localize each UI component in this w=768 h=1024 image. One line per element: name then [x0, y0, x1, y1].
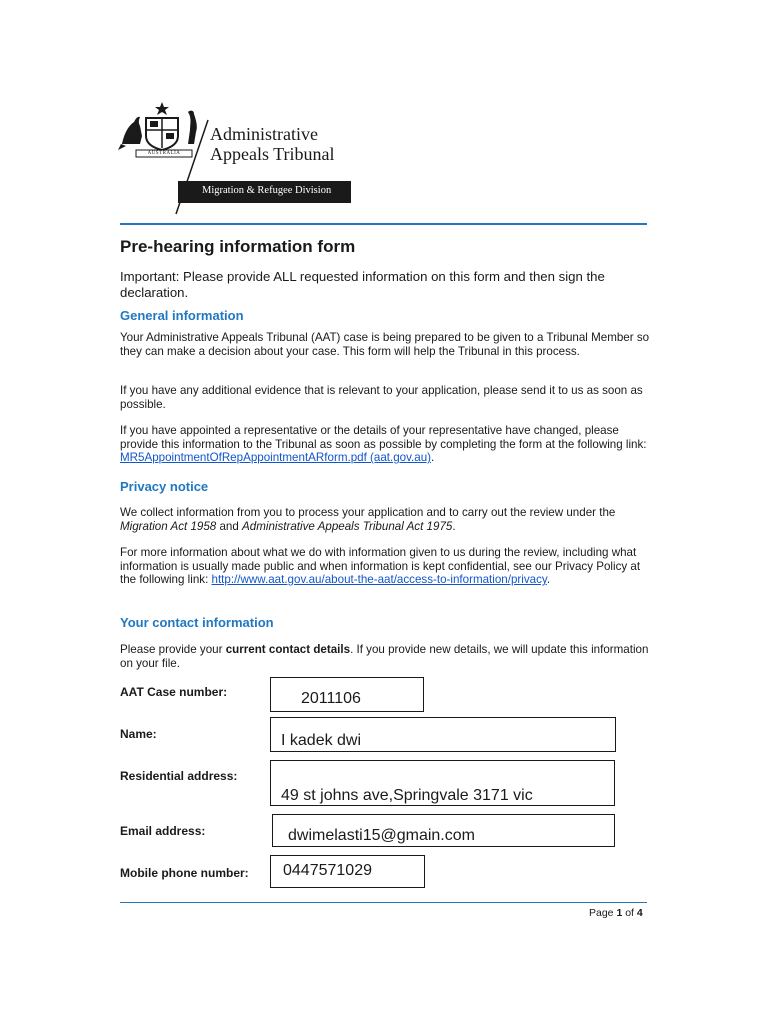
- case-number-field[interactable]: [270, 677, 424, 712]
- crest-label: AUSTRALIA: [147, 151, 181, 156]
- case-number-label: AAT Case number:: [120, 685, 228, 699]
- privacy-policy-text: For more information about what we do with information given to us during the review, including what information is usually made public and when information is kept confidential, see our Privacy Policy at the following link:: [120, 546, 641, 586]
- name-field[interactable]: [270, 717, 616, 752]
- aat-act: Administrative Appeals Tribunal Act 1975: [242, 519, 453, 533]
- contact-intro: [120, 643, 650, 670]
- contact-information-heading: Your contact information: [120, 615, 274, 630]
- total-pages: 4: [636, 907, 643, 919]
- org-name-line2: Appeals Tribunal: [210, 144, 335, 164]
- general-paragraph-3: [120, 424, 650, 465]
- residential-address-field[interactable]: [270, 760, 615, 806]
- general-information-heading: General information: [120, 308, 244, 323]
- privacy-policy-link[interactable]: http://www.aat.gov.au/about-the-aat/access-to-information/privacy: [211, 573, 547, 586]
- privacy-paragraph-2: [120, 546, 650, 587]
- mobile-phone-label: Mobile phone number:: [120, 866, 249, 880]
- current-page: 1: [616, 907, 623, 919]
- privacy-policy-text-end: .: [546, 573, 551, 586]
- migration-act: Migration Act 1958: [120, 519, 217, 533]
- residential-address-label: Residential address:: [120, 769, 238, 783]
- of-word: of: [625, 907, 634, 919]
- general-paragraph-1: Your Administrative Appeals Tribunal (AAT) case is being prepared to be given to a Tribunal Member so they can make a decision about your case. This form will help the Tribunal in this process.: [120, 331, 650, 358]
- residential-address-value: 49 st johns ave,Springvale 3171 vic: [281, 787, 533, 804]
- header-divider: [120, 223, 647, 225]
- page-word: Page: [589, 907, 614, 919]
- representative-form-link[interactable]: MR5AppointmentOfRepAppointmentARform.pdf (aat.gov.au): [120, 451, 432, 464]
- page-title: Pre-hearing information form: [120, 237, 356, 256]
- privacy-text: We collect information from you to process your application and to carry out the review under the: [120, 506, 616, 519]
- privacy-paragraph-1: [120, 506, 650, 533]
- contact-intro-text-end: . If you provide new details, we will update this information on your file.: [120, 643, 649, 670]
- privacy-text-end: .: [452, 519, 456, 533]
- representative-text: If you have appointed a representative or the details of your representative have changed, please provide this information to the Tribunal as soon as possible by completing the form at the following link:: [120, 424, 647, 451]
- page-number: [589, 907, 643, 919]
- division-label: Migration & Refugee Division: [202, 185, 332, 196]
- name-label: Name:: [120, 727, 157, 741]
- email-field[interactable]: [272, 814, 615, 847]
- org-name-line1: Administrative: [210, 124, 318, 144]
- privacy-notice-heading: Privacy notice: [120, 479, 209, 494]
- email-label: Email address:: [120, 824, 206, 838]
- general-paragraph-2: If you have any additional evidence that is relevant to your application, please send it to us as soon as possible.: [120, 384, 643, 411]
- email-value: dwimelasti15@gmain.com: [288, 827, 475, 844]
- privacy-text-and: and: [216, 519, 243, 533]
- mobile-phone-field[interactable]: [270, 855, 425, 888]
- important-notice: Important: Please provide ALL requested information on this form and then sign the declaration.: [120, 269, 605, 300]
- mobile-phone-value: 0447571029: [283, 862, 372, 879]
- contact-intro-text: Please provide your: [120, 643, 226, 656]
- case-number-value: 2011106: [301, 690, 361, 707]
- contact-intro-bold: current contact details: [225, 643, 351, 656]
- name-value: I kadek dwi: [281, 732, 362, 749]
- footer-divider: [120, 902, 647, 903]
- representative-text-end: .: [431, 451, 435, 464]
